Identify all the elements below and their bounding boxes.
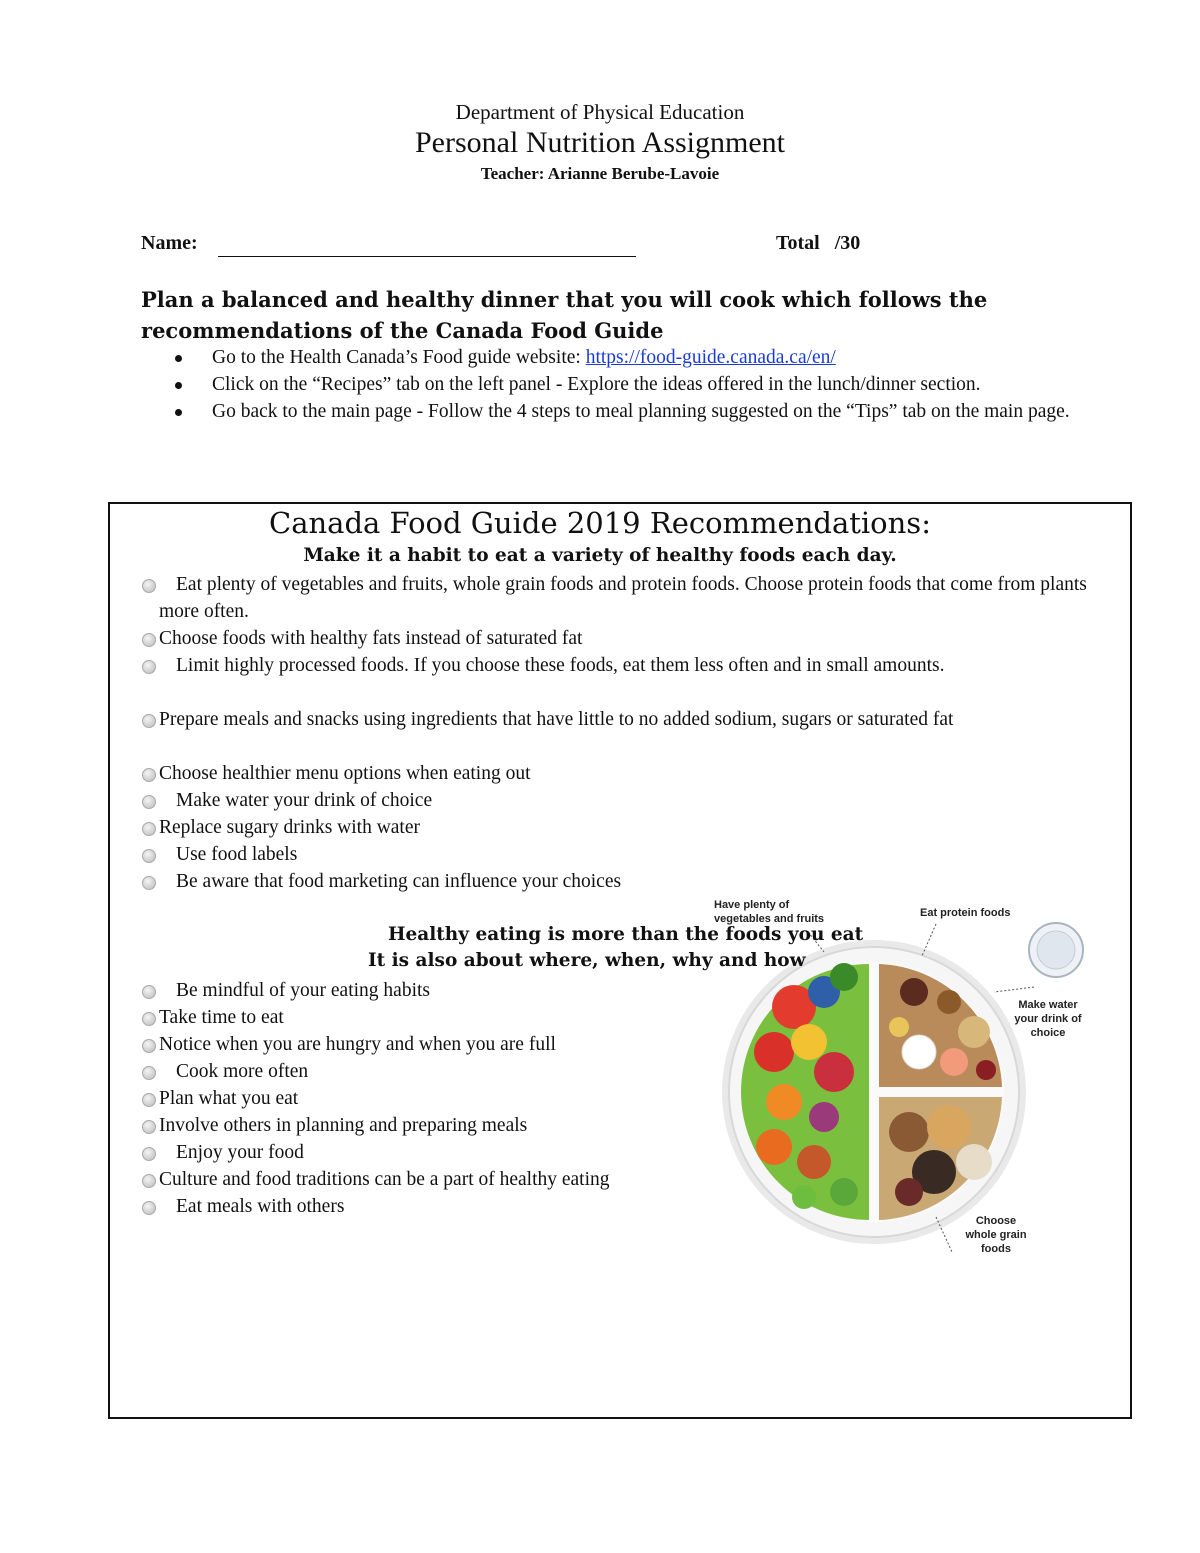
plate-label-protein: Eat protein foods — [920, 907, 1011, 919]
habits-subheading: It is also about where, when, why and how — [368, 950, 806, 971]
bullet-icon — [175, 355, 182, 362]
total-score-label: Total /30 — [776, 232, 861, 254]
bullet-icon — [142, 1039, 156, 1053]
habit-item: Notice when you are hungry and when you are full — [142, 1031, 702, 1058]
bullet-icon — [142, 1093, 156, 1107]
instruction-text: Go to the Health Canada’s Food guide website: — [212, 347, 586, 368]
bullet-icon — [142, 579, 156, 593]
bullet-icon — [142, 660, 156, 674]
bullet-icon — [142, 768, 156, 782]
plate-label-grain: Choose whole grain foods — [965, 1215, 1027, 1255]
instruction-text: Go back to the main page - Follow the 4 steps to meal planning suggested on the “Tips” tab on the main page. — [212, 401, 1070, 422]
recommendation-item: Make water your drink of choice — [142, 787, 1102, 814]
bullet-icon — [142, 822, 156, 836]
instruction-item — [141, 398, 1101, 425]
recommendation-item: Choose foods with healthy fats instead of saturated fat — [142, 625, 1102, 652]
name-label: Name: — [141, 232, 198, 254]
department-heading: Department of Physical Education — [455, 100, 745, 124]
bullet-icon — [142, 795, 156, 809]
instruction-item — [141, 371, 1101, 398]
bullet-icon — [142, 1147, 156, 1161]
page-title: Personal Nutrition Assignment — [415, 126, 785, 159]
bullet-icon — [142, 714, 156, 728]
bullet-icon — [175, 409, 182, 416]
plate-label-vegetables: Have plenty of vegetables and fruits — [714, 899, 825, 925]
guide-subtitle: Make it a habit to eat a variety of healthy foods each day. — [303, 545, 897, 566]
task-heading: Plan a balanced and healthy dinner that you will cook which follows the recommendations of the Canada Food Guide — [141, 287, 988, 343]
recommendation-item: Prepare meals and snacks using ingredients that have little to no added sodium, sugars or saturated fat — [142, 706, 1102, 733]
guide-title: Canada Food Guide 2019 Recommendations: — [269, 506, 931, 540]
teacher-line: Teacher: Arianne Berube-Lavoie — [480, 164, 720, 183]
recommendation-item: Replace sugary drinks with water — [142, 814, 1102, 841]
bullet-icon — [142, 876, 156, 890]
habit-item: Involve others in planning and preparing meals — [142, 1112, 702, 1139]
name-field[interactable] — [218, 256, 636, 257]
habits-heading: Healthy eating is more than the foods you eat — [388, 924, 864, 945]
bullet-icon — [142, 633, 156, 647]
food-guide-link[interactable]: https://food-guide.canada.ca/en/ — [585, 347, 836, 368]
habit-item: Culture and food traditions can be a part of healthy eating — [142, 1166, 722, 1193]
instruction-text: Click on the “Recipes” tab on the left panel - Explore the ideas offered in the lunch/dinner section. — [212, 374, 981, 395]
habit-item: Cook more often — [142, 1058, 702, 1085]
instruction-list — [141, 344, 1101, 425]
habit-item: Take time to eat — [142, 1004, 702, 1031]
plate-label-water: Make water your drink of choice — [1014, 999, 1082, 1039]
instruction-item — [141, 344, 1101, 371]
bullet-icon — [142, 1012, 156, 1026]
food-plate-illustration — [704, 892, 1124, 1262]
bullet-icon — [175, 382, 182, 389]
bullet-icon — [142, 1201, 156, 1215]
recommendation-item: Limit highly processed foods. If you choose these foods, eat them less often and in small amounts. — [142, 652, 1102, 679]
bullet-icon — [142, 849, 156, 863]
bullet-icon — [142, 985, 156, 999]
plate-icon — [722, 940, 1026, 1244]
habit-item: Be mindful of your eating habits — [142, 977, 702, 1004]
habit-item: Eat meals with others — [142, 1193, 702, 1220]
recommendation-item: Use food labels — [142, 841, 1102, 868]
bullet-icon — [142, 1120, 156, 1134]
bullet-icon — [142, 1174, 156, 1188]
recommendation-item: Choose healthier menu options when eating out — [142, 760, 1102, 787]
habit-item: Plan what you eat — [142, 1085, 702, 1112]
habit-item: Enjoy your food — [142, 1139, 702, 1166]
bullet-icon — [142, 1066, 156, 1080]
recommendation-item: Eat plenty of vegetables and fruits, whole grain foods and protein foods. Choose protein foods that come from plants more often. — [142, 571, 1102, 625]
recommendation-item: Be aware that food marketing can influence your choices — [142, 868, 742, 895]
water-glass-icon — [1029, 923, 1083, 977]
